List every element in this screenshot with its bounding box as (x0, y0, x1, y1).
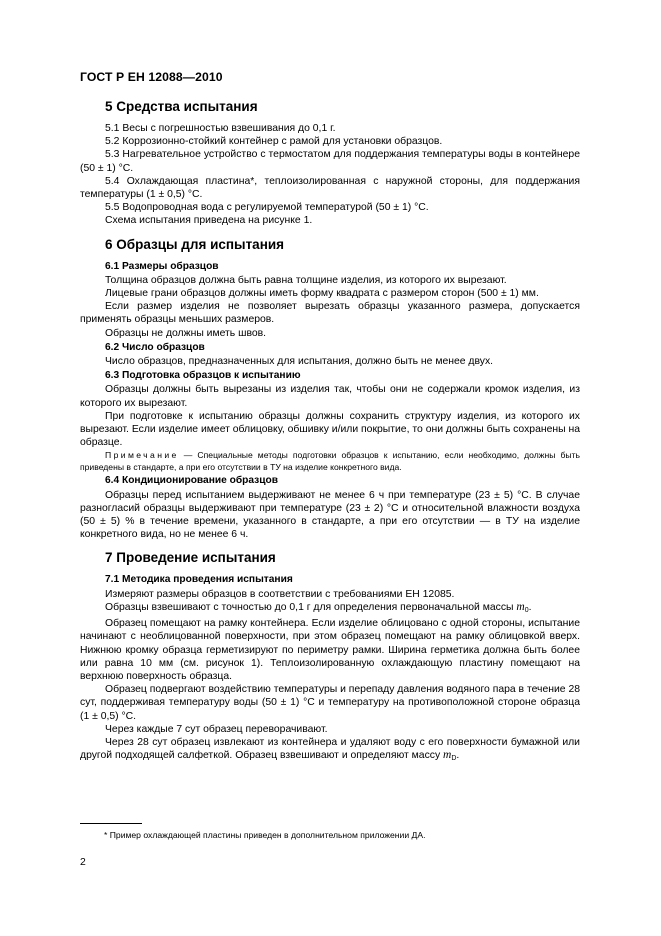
paragraph: Образцы перед испытанием выдерживают не менее 6 ч при температуре (23 ± 5) °С. В случае разногласий образцы выдерживают при температуре (23 ± 2) °С и относительной влажности воздуха (50 ± 5) % в течение времени, указанного в стандарте, а при его отсутствии — в ТУ на изделие конкретного вида, но не менее 6 ч. (80, 489, 580, 541)
page-content (80, 98, 580, 765)
paragraph: Образцы должны быть вырезаны из изделия так, чтобы они не содержали кромок изделия, из которого их вырезают. (80, 384, 580, 409)
paragraph: Образец помещают на рамку контейнера. Если изделие облицовано с одной стороны, испытание начинают с необлицованной поверхности, при этом образец помещают на рамку облицовкой вверх. Нижнюю кромку образца герметизируют по периметру рамки. Ширина герметика должна быть более или равна 10 мм (см. рисунок 1). Теплоизолированную охлаждающую пластину помещают на верхнюю поверхность образца. (80, 618, 580, 682)
paragraph (80, 736, 580, 765)
subsection-6-3-heading: 6.3 Подготовка образцов к испытанию (105, 370, 301, 382)
paragraph: Лицевые грани образцов должны иметь форму квадрата с размером сторон (500 ± 1) мм. (105, 288, 539, 300)
mass-symbol: m (443, 749, 452, 762)
clause-5-5: 5.5 Водопроводная вода с регулируемой температурой (50 ± 1) °С. (105, 202, 429, 214)
note (80, 449, 580, 473)
paragraph-text: Образцы взвешивают с точностью до 0,1 г для определения первоначальной массы (105, 601, 517, 613)
section-5-heading: 5 Средства испытания (105, 99, 258, 114)
note-text: — Специальные методы подготовки образцов к испытанию, если необходимо, должны быть приведены в стандарте, а при его отсутствии в ТУ на изделие конкретного вида. (80, 450, 580, 473)
figure-reference: Схема испытания приведена на рисунке 1. (105, 215, 313, 227)
paragraph-text: Через 28 сут образец извлекают из контейнера и удаляют воду с его поверхности бумажной или другой подходящей салфеткой. Образец взвешивают и определяют массу (80, 736, 580, 762)
paragraph (80, 601, 580, 617)
subsection-6-2-heading: 6.2 Число образцов (105, 341, 205, 353)
standard-header: ГОСТ Р ЕН 12088—2010 (80, 70, 223, 84)
note-label: Примечание (105, 450, 179, 461)
paragraph: Образцы не должны иметь швов. (105, 327, 267, 339)
subsection-6-1-heading: 6.1 Размеры образцов (105, 260, 219, 272)
subsection-7-1-heading: 7.1 Методика проведения испытания (105, 574, 293, 586)
paragraph: Образец подвергают воздействию температуры и перепаду давления водяного пара в течение 28 сут, поддерживая температуру воды (50 ± 1) °С и температуру на противоположной стороне образца (1 ± 0,5) °С. (80, 684, 580, 722)
paragraph: Толщина образцов должна быть равна толщине изделия, из которого их вырезают. (105, 274, 507, 286)
footnote-divider (80, 823, 142, 824)
mass-symbol: m (516, 600, 525, 613)
paragraph: Если размер изделия не позволяет вырезать образцы указанного размера, допускается применять образцы меньших размеров. (80, 301, 580, 326)
section-6-heading: 6 Образцы для испытания (105, 236, 285, 252)
paragraph: Измеряют размеры образцов в соответствии с требованиями ЕН 12085. (105, 588, 455, 600)
clause-5-2: 5.2 Коррозионно-стойкий контейнер с рамой для установки образцов. (105, 136, 443, 148)
page-number: 2 (80, 857, 86, 868)
mass-subscript: D (451, 755, 457, 763)
footnote: * Пример охлаждающей пластины приведен в дополнительном приложении ДА. (104, 830, 426, 840)
paragraph: Число образцов, предназначенных для испытания, должно быть не менее двух. (105, 356, 494, 368)
paragraph: Через каждые 7 сут образец переворачивают. (105, 723, 328, 735)
section-7-heading: 7 Проведение испытания (105, 550, 276, 566)
mass-subscript: 0 (524, 606, 529, 614)
clause-5-3: 5.3 Нагревательное устройство с термостатом для поддержания температуры воды в контейнере (50 ± 1) °С. (80, 149, 580, 174)
paragraph-end: . (456, 750, 460, 762)
subsection-6-4-heading: 6.4 Кондиционирование образцов (105, 475, 278, 487)
paragraph: При подготовке к испытанию образцы должны сохранить структуру изделия, из которого их вырезают. Если изделие имеет облицовку, обшивку и/или покрытие, то они должны быть сохранены на образце. (80, 410, 580, 449)
paragraph-end: . (528, 601, 532, 613)
clause-5-1: 5.1 Весы с погрешностью взвешивания до 0,1 г. (105, 123, 336, 134)
clause-5-4: 5.4 Охлаждающая пластина*, теплоизолированная с наружной стороны, для поддержания температуры (1 ± 0,5) °С. (80, 175, 580, 201)
